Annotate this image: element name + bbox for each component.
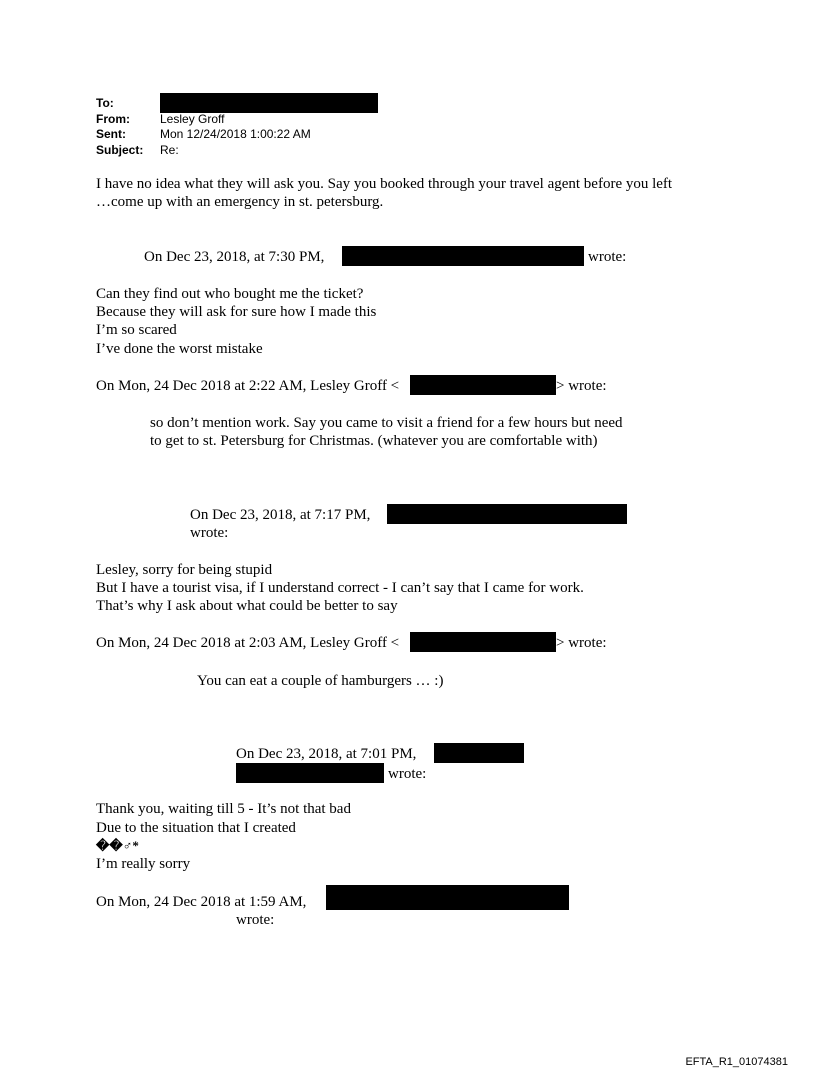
quote-5-attribution: On Dec 23, 2018, at 7:01 PM, bbox=[236, 746, 417, 762]
quote-5-line-4: I’m really sorry bbox=[96, 856, 191, 872]
quote-5-wrote: wrote: bbox=[388, 766, 427, 782]
redaction-bar bbox=[326, 885, 569, 910]
document-id: EFTA_R1_01074381 bbox=[685, 1056, 788, 1068]
quote-3-line-3: That’s why I ask about what could be better to say bbox=[96, 598, 398, 614]
redaction-bar bbox=[410, 632, 556, 652]
quote-2-attribution: On Mon, 24 Dec 2018 at 2:22 AM, Lesley Groff < bbox=[96, 378, 400, 394]
subject-label: Subject: bbox=[96, 143, 144, 157]
quote-4-wrote: > wrote: bbox=[556, 635, 607, 651]
quote-3-attribution: On Dec 23, 2018, at 7:17 PM, bbox=[190, 507, 371, 523]
subject-value: Re: bbox=[160, 143, 179, 157]
quote-3-line-2: But I have a tourist visa, if I understand correct - I can’t say that I came for work. bbox=[96, 580, 584, 596]
redaction-bar bbox=[236, 763, 384, 783]
quote-5-line-3: ��♂* bbox=[96, 838, 139, 853]
quote-6-attribution: On Mon, 24 Dec 2018 at 1:59 AM, bbox=[96, 894, 307, 910]
quote-1-line-4: I’ve done the worst mistake bbox=[96, 341, 263, 357]
quote-1-attribution: On Dec 23, 2018, at 7:30 PM, bbox=[144, 249, 325, 265]
from-label: From: bbox=[96, 112, 130, 126]
reply-line-2: …come up with an emergency in st. petersburg. bbox=[96, 194, 384, 210]
quote-1-wrote: wrote: bbox=[588, 249, 627, 265]
redaction-bar bbox=[387, 504, 627, 524]
quote-4-line-1: You can eat a couple of hamburgers … :) bbox=[197, 673, 444, 689]
quote-2-line-2: to get to st. Petersburg for Christmas. (whatever you are comfortable with) bbox=[150, 433, 598, 449]
quote-5-line-2: Due to the situation that I created bbox=[96, 820, 296, 836]
quote-2-wrote: > wrote: bbox=[556, 378, 607, 394]
quote-1-line-2: Because they will ask for sure how I made this bbox=[96, 304, 377, 320]
quote-6-wrote: wrote: bbox=[236, 912, 275, 928]
redaction-bar bbox=[160, 93, 378, 113]
redaction-bar bbox=[410, 375, 556, 395]
quote-3-line-1: Lesley, sorry for being stupid bbox=[96, 562, 273, 578]
quote-4-attribution: On Mon, 24 Dec 2018 at 2:03 AM, Lesley Groff < bbox=[96, 635, 400, 651]
quote-3-wrote: wrote: bbox=[190, 525, 229, 541]
quote-5-line-1: Thank you, waiting till 5 - It’s not that bad bbox=[96, 801, 351, 817]
redaction-bar bbox=[342, 246, 584, 266]
redaction-bar bbox=[434, 743, 524, 763]
to-label: To: bbox=[96, 96, 114, 110]
quote-1-line-1: Can they find out who bought me the ticket? bbox=[96, 286, 364, 302]
quote-1-line-3: I’m so scared bbox=[96, 322, 177, 338]
reply-line-1: I have no idea what they will ask you. Say you booked through your travel agent before you left bbox=[96, 176, 673, 192]
from-value: Lesley Groff bbox=[160, 112, 225, 126]
sent-value: Mon 12/24/2018 1:00:22 AM bbox=[160, 127, 311, 141]
sent-label: Sent: bbox=[96, 127, 126, 141]
quote-2-line-1: so don’t mention work. Say you came to visit a friend for a few hours but need bbox=[150, 415, 623, 431]
